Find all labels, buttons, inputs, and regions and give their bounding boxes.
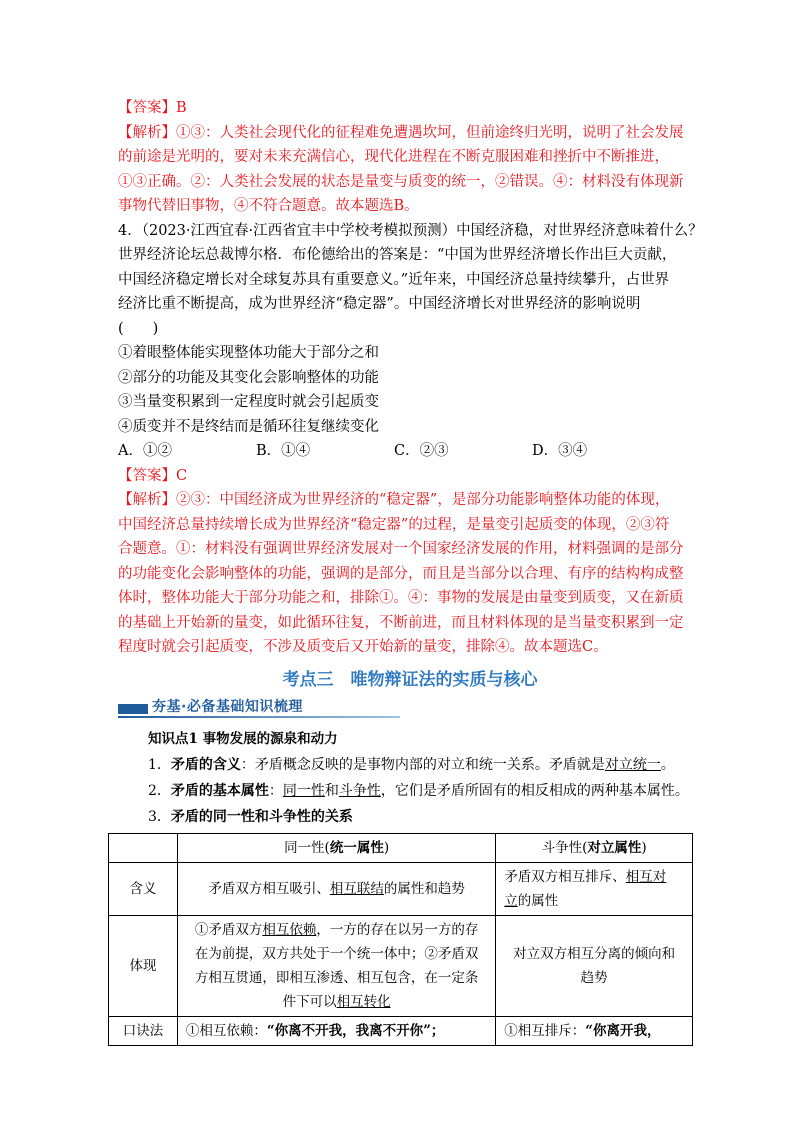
page-content	[118, 96, 702, 830]
underlined-term: 对立统一	[604, 756, 661, 773]
knowledge-item-2	[148, 778, 702, 804]
item-text-end: ，它们是矛盾所固有的相反相成的两种基本属性。	[380, 782, 689, 799]
analysis-line: 事物代替旧事物，④不符合题意。故本题选B。	[118, 198, 419, 214]
question-line: 经济比重不断提高，成为世界经济“稳定器”。中国经济增长对世界经济的影响说明	[118, 296, 641, 312]
analysis-2	[118, 488, 702, 660]
question-4	[118, 219, 702, 464]
header-cell-empty	[109, 834, 178, 863]
statement-item: ④质变并不是终结而是循环往复继续变化	[118, 418, 379, 435]
underlined-term: 斗争性	[338, 782, 381, 799]
analysis-line: ②③：中国经济成为世界经济的“稳定器”，是部分功能影响整体功能的体现，	[176, 492, 670, 508]
contradiction-table	[108, 833, 693, 1046]
knowledge-item-1	[148, 752, 702, 778]
table-row	[109, 863, 693, 916]
answer-value: B	[176, 100, 187, 116]
item-text: ：	[268, 782, 283, 799]
question-bracket: ( )	[118, 320, 159, 337]
item-text: ：矛盾概念反映的是事物内部的对立和统一关系。矛盾就是	[240, 756, 605, 773]
question-line: 中国经济稳定增长对全球复苏具有重要意义。”近年来，中国经济总量持续攀升，占世界	[118, 271, 670, 288]
options-row	[118, 439, 702, 464]
answer-value: C	[176, 467, 188, 484]
row-label: 含义	[109, 863, 178, 916]
table-cell: 矛盾双方相互吸引、相互联结的属性和趋势	[177, 863, 495, 916]
banner-text: 夯基·必备基础知识梳理	[152, 698, 303, 715]
option-b[interactable]: B．①④	[256, 443, 311, 459]
knowledge-point-title: 知识点1 事物发展的源泉和动力	[148, 730, 338, 747]
table-cell: ①矛盾双方相互依赖，一方的存在以另一方的存 在为前提，双方共处于一个统一体中；②矛盾双 方相互贯通，即相互渗透、相互包含，在一定条 件下可以相互转化	[177, 916, 495, 1017]
answer-tag: 【答案】	[118, 467, 176, 484]
header-cell-struggle: 斗争性(对立属性)	[496, 834, 693, 863]
answer-2	[118, 464, 702, 489]
statement-item: ①着眼整体能实现整体功能大于部分之和	[118, 345, 379, 361]
item-num: 1．	[148, 756, 171, 773]
item-num: 3．	[148, 808, 171, 825]
table-cell: 对立双方相互分离的倾向和 趋势	[496, 916, 693, 1017]
table-header-row	[109, 834, 693, 863]
table-cell: ①相互依赖：“你离不开我，我离不开你”；	[177, 1017, 495, 1046]
banner-bar	[118, 704, 148, 714]
analysis-line: 中国经济总量持续增长成为世界经济“稳定器”的过程，是量变引起质变的体现，②③符	[118, 516, 670, 533]
table-row	[109, 916, 693, 1017]
item-term: 矛盾的同一性和斗争性的关系	[170, 808, 353, 825]
row-label: 口诀法	[109, 1017, 178, 1046]
section-title: 考点三 唯物辩证法的实质与核心	[282, 669, 538, 690]
section-banner	[118, 696, 702, 726]
analysis-line: 合题意。①：材料没有强调世界经济发展对一个国家经济发展的作用，材料强调的是部分	[118, 541, 684, 557]
underlined-term: 同一性	[282, 782, 325, 799]
item-num: 2．	[148, 782, 171, 799]
analysis-line: 程度时就会引起质变，不涉及质变后又开始新的量变，排除④。故本题选C。	[118, 639, 608, 655]
analysis-line: ①③正确。②：人类社会发展的状态是量变与质变的统一，②错误。④：材料没有体现新	[118, 173, 684, 190]
answer-1	[118, 96, 702, 121]
header-cell-identity: 同一性(统一属性)	[177, 834, 495, 863]
item-term: 矛盾的基本属性	[170, 782, 269, 799]
analysis-tag: 【解析】	[118, 124, 176, 141]
analysis-line: ①③：人类社会现代化的征程难免遭遇坎坷，但前途终归光明，说明了社会发展	[176, 124, 684, 141]
option-d[interactable]: D．③④	[532, 443, 588, 459]
row-label: 体现	[109, 916, 178, 1017]
table-row	[109, 1017, 693, 1046]
question-line: 世界经济论坛总裁博尔格．布伦德给出的答案是：“中国为世界经济增长作出巨大贡献，	[118, 247, 677, 263]
statement-item: ③当量变积累到一定程度时就会引起质变	[118, 394, 379, 410]
table-cell: ①相互排斥：“你离开我，	[496, 1017, 693, 1046]
item-term: 矛盾的含义	[170, 756, 241, 773]
answer-tag: 【答案】	[118, 100, 176, 116]
analysis-1	[118, 121, 702, 219]
option-a[interactable]: A．①②	[118, 443, 172, 459]
analysis-line: 体时，整体功能大于部分功能之和，排除①。④：事物的发展是由量变到质变，又在新质	[118, 590, 684, 606]
table-cell: 矛盾双方相互排斥、相互对 立的属性	[496, 863, 693, 916]
analysis-line: 的功能变化会影响整体的功能，强调的是部分，而且是当部分以合理、有序的结构构成整	[118, 565, 684, 582]
analysis-line: 的前途是光明的，要对未来充满信心，现代化进程在不断克服困难和挫折中不断推进，	[118, 149, 669, 165]
banner-underline	[118, 716, 400, 718]
analysis-line: 的基础上开始新的量变，如此循环往复，不断前进，而且材料体现的是当量变积累到一定	[118, 614, 684, 631]
item-text-end: 。	[660, 756, 675, 773]
question-line: 4．（2023·江西宜春·江西省宜丰中学校考模拟预测）中国经济稳，对世界经济意味着什么？	[118, 222, 703, 239]
option-c[interactable]: C．②③	[394, 443, 449, 459]
statement-item: ②部分的功能及其变化会影响整体的功能	[118, 369, 379, 386]
knowledge-item-3	[148, 804, 702, 830]
analysis-tag: 【解析】	[118, 492, 176, 508]
item-text: 和	[324, 782, 339, 799]
